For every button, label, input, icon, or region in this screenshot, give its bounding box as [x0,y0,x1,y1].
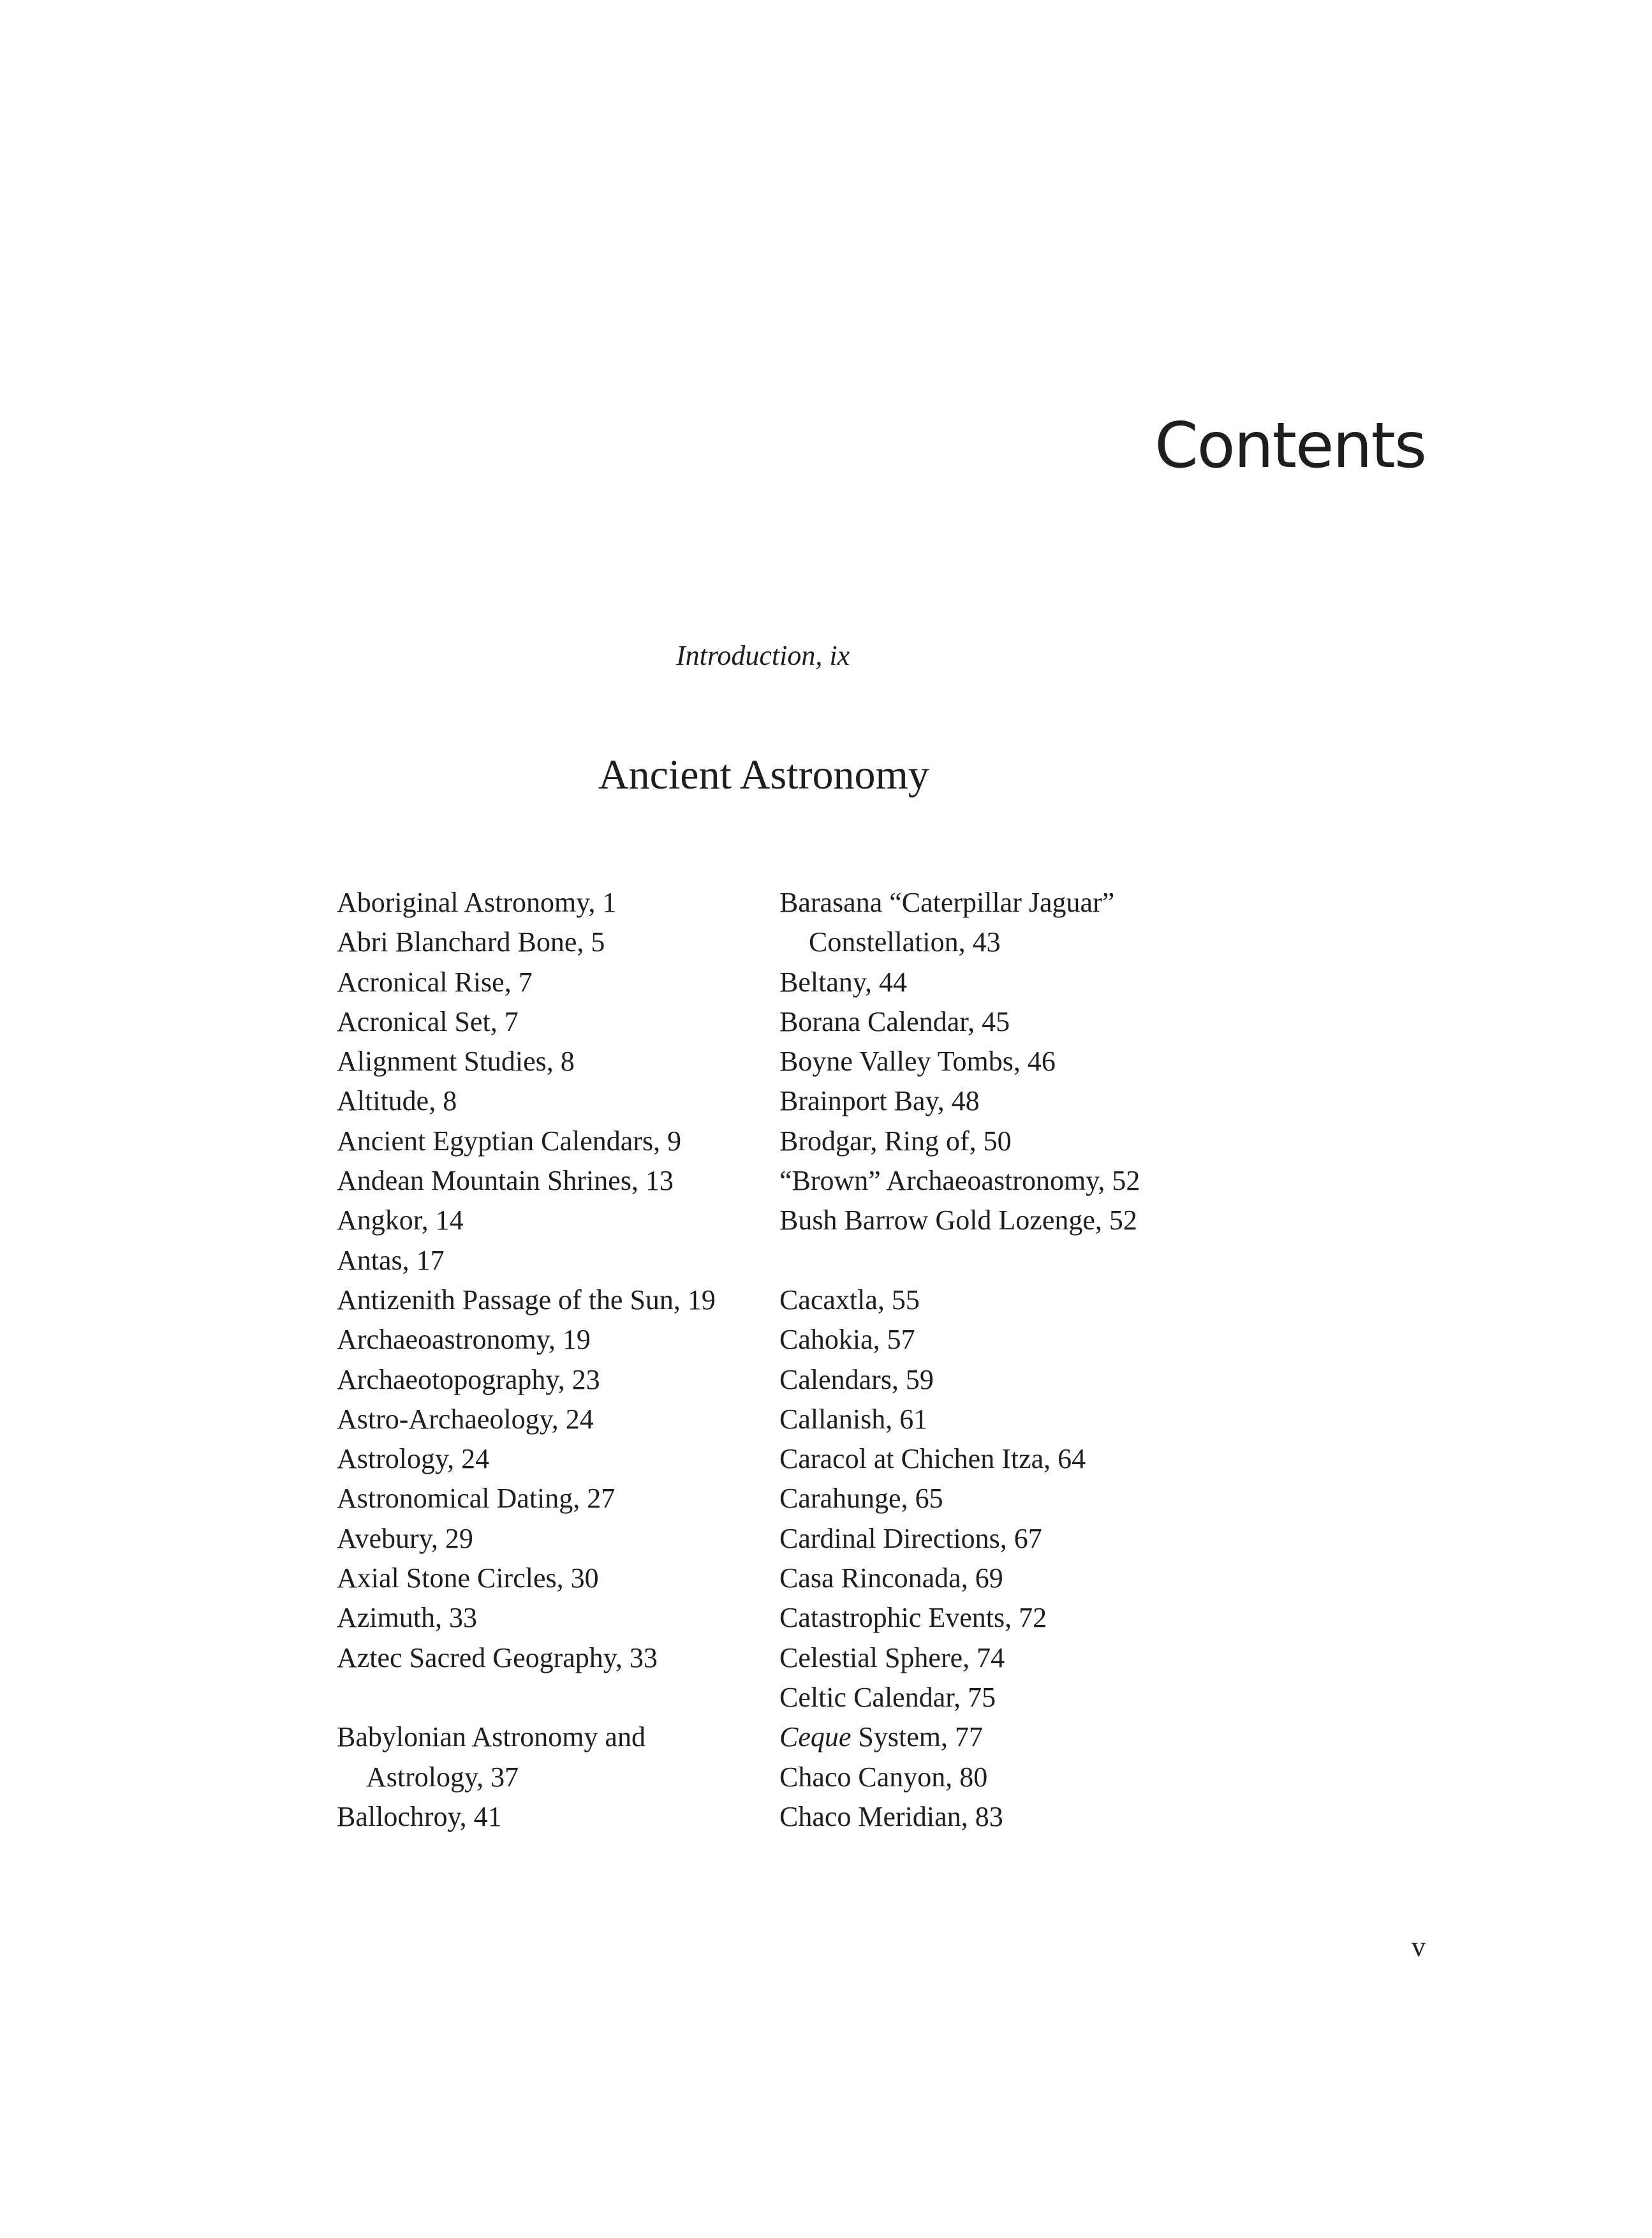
contents-entry: Archaeotopography, 23 [337,1363,600,1395]
contents-entry: Ancient Egyptian Calendars, 9 [337,1125,682,1157]
contents-entry: Acronical Set, 7 [337,1005,519,1037]
contents-entry: Calendars, 59 [779,1363,934,1395]
contents-entry: Axial Stone Circles, 30 [337,1562,599,1594]
contents-entry: Casa Rinconada, 69 [779,1562,1003,1594]
contents-entry: Beltany, 44 [779,966,907,998]
contents-entry: Bush Barrow Gold Lozenge, 52 [779,1204,1137,1236]
contents-entry: Cardinal Directions, 67 [779,1522,1042,1554]
contents-entry [779,1717,1226,1757]
entry-text: System, 77 [851,1721,983,1753]
section-heading: Ancient Astronomy [598,752,929,798]
contents-entry: Abri Blanchard Bone, 5 [337,926,605,958]
contents-entry [337,1717,745,1797]
page-title: Contents [1154,410,1426,482]
contents-entry: Ballochroy, 41 [337,1800,502,1832]
introduction-entry: Introduction, ix [676,640,850,671]
contents-entry: Celestial Sphere, 74 [779,1641,1005,1673]
contents-entry: Astro-Archaeology, 24 [337,1403,594,1435]
contents-entry: Chaco Canyon, 80 [779,1761,988,1793]
contents-entry: Altitude, 8 [337,1085,457,1117]
contents-entry: Aboriginal Astronomy, 1 [337,887,617,918]
contents-entry [779,883,1226,963]
contents-entry: Acronical Rise, 7 [337,966,533,998]
contents-entry: Carahunge, 65 [779,1483,943,1515]
contents-entry: Azimuth, 33 [337,1602,477,1634]
contents-entry: Cacaxtla, 55 [779,1284,920,1315]
contents-entry: “Brown” Archaeoastronomy, 52 [779,1165,1140,1197]
entry-continuation: Astrology, 37 [366,1761,519,1793]
contents-entry: Catastrophic Events, 72 [779,1602,1047,1634]
entry-line: Babylonian Astronomy and [337,1721,645,1753]
contents-entry: Antizenith Passage of the Sun, 19 [337,1284,716,1315]
contents-entry: Celtic Calendar, 75 [779,1681,996,1713]
contents-entry: Cahokia, 57 [779,1324,915,1356]
contents-entry: Astrology, 24 [337,1443,490,1475]
letter-group-spacer [779,1241,1226,1280]
contents-entry: Alignment Studies, 8 [337,1046,575,1078]
entry-continuation: Constellation, 43 [809,926,1001,958]
contents-entry: Avebury, 29 [337,1522,473,1554]
contents-entry: Borana Calendar, 45 [779,1005,1010,1037]
entry-italic-term: Ceque [779,1721,852,1753]
contents-left-column [337,883,745,1837]
contents-entry: Callanish, 61 [779,1403,928,1435]
letter-group-spacer [337,1678,745,1717]
contents-entry: Aztec Sacred Geography, 33 [337,1641,658,1673]
contents-entry: Boyne Valley Tombs, 46 [779,1046,1056,1078]
contents-entry: Antas, 17 [337,1244,445,1276]
contents-entry: Astronomical Dating, 27 [337,1483,616,1515]
contents-entry: Brainport Bay, 48 [779,1085,980,1117]
contents-entry: Andean Mountain Shrines, 13 [337,1165,674,1197]
entry-line: Barasana “Caterpillar Jaguar” [779,887,1115,918]
page-number: v [1412,1931,1426,1962]
contents-entry: Caracol at Chichen Itza, 64 [779,1443,1086,1475]
contents-entry: Angkor, 14 [337,1204,464,1236]
contents-entry: Archaeoastronomy, 19 [337,1324,591,1356]
contents-entry: Chaco Meridian, 83 [779,1800,1003,1832]
contents-entry: Brodgar, Ring of, 50 [779,1125,1012,1157]
contents-right-column [779,883,1226,1837]
